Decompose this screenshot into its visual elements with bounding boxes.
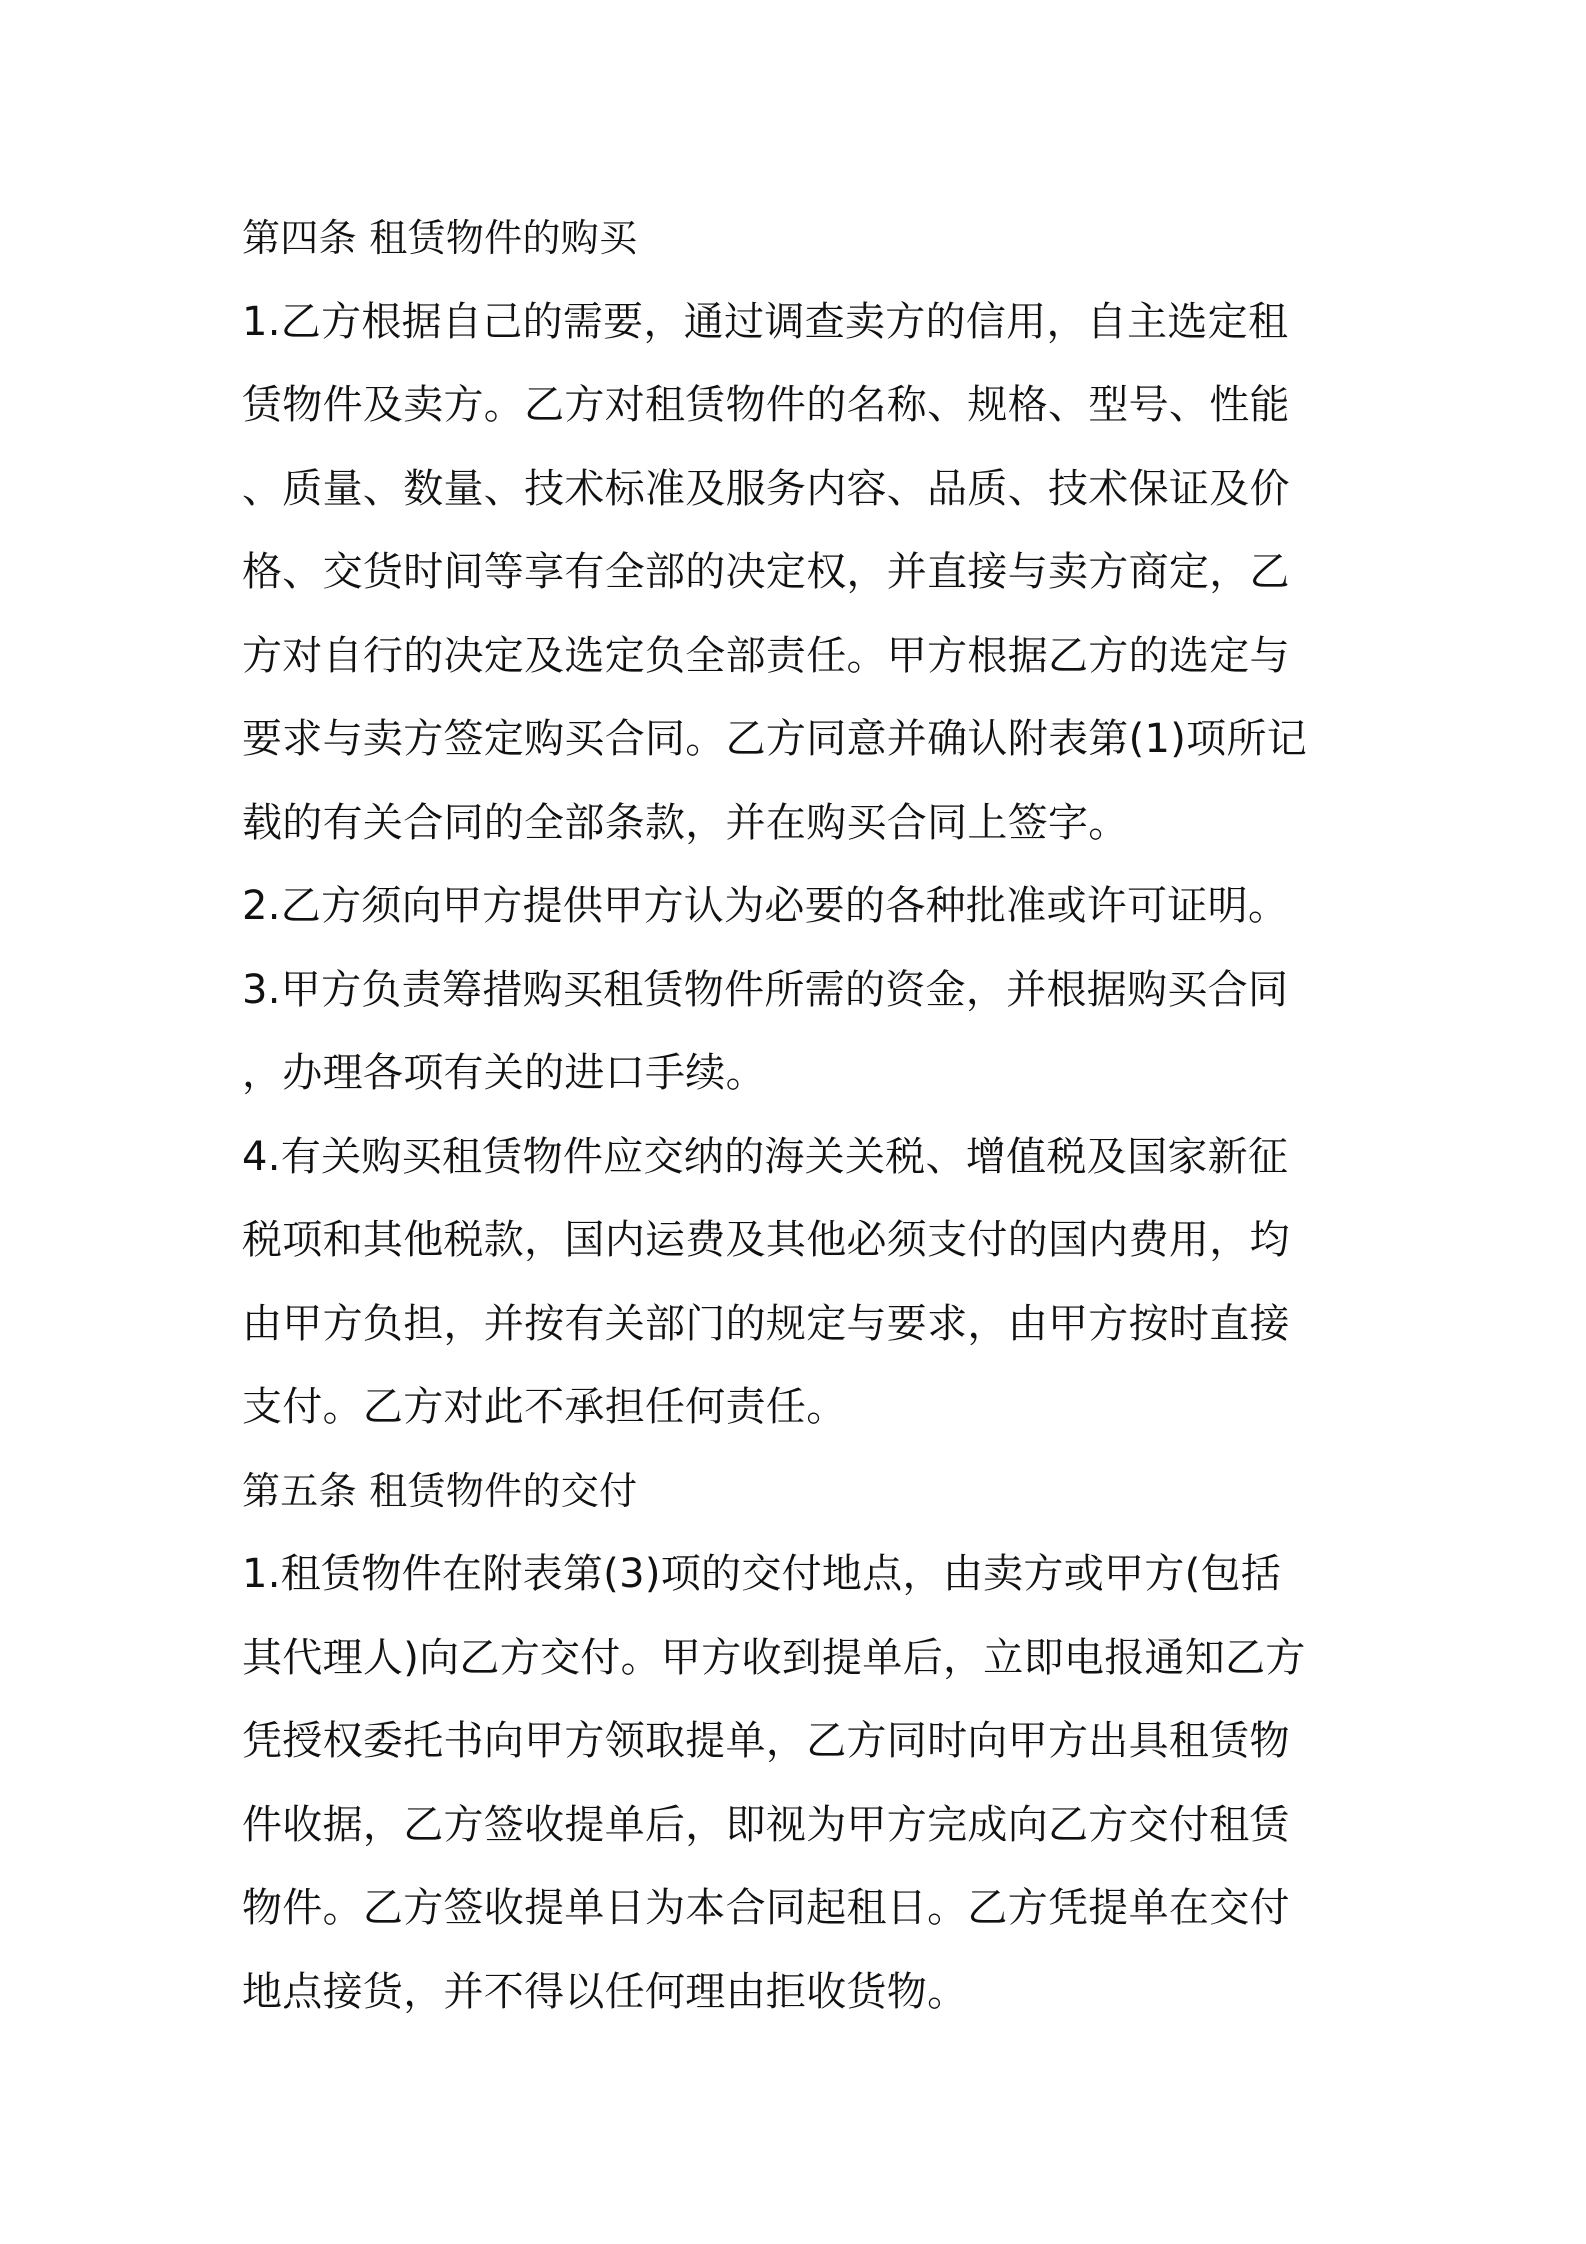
text-line: 由甲方负担，并按有关部门的规定与要求，由甲方按时直接 [242, 1300, 1290, 1347]
text-line: 、质量、数量、技术标准及服务内容、品质、技术保证及价 [242, 465, 1290, 512]
text-line: 地点接货，并不得以任何理由拒收货物。 [242, 1968, 968, 2015]
text-line: 物件。乙方签收提单日为本合同起租日。乙方凭提单在交付 [242, 1885, 1290, 1931]
text-line: 件收据，乙方签收提单后，即视为甲方完成向乙方交付租赁 [242, 1801, 1290, 1848]
text-line: 4.有关购买租赁物件应交纳的海关关税、增值税及国家新征 [242, 1133, 1289, 1180]
text-line: 2.乙方须向甲方提供甲方认为必要的各种批准或许可证明。 [242, 883, 1289, 929]
text-line: 1.租赁物件在附表第(3)项的交付地点，由卖方或甲方(包括 [242, 1551, 1282, 1597]
article-4-heading: 第四条 租赁物件的购买 [242, 216, 638, 260]
text-line: ，办理各项有关的进口手续。 [242, 1050, 766, 1096]
text-line: 支付。乙方对此不承担任何责任。 [242, 1384, 847, 1430]
text-line: 税项和其他税款，国内运费及其他必须支付的国内费用，均 [242, 1217, 1290, 1263]
article-5-heading: 第五条 租赁物件的交付 [242, 1468, 638, 1513]
contract-text [242, 197, 1352, 2034]
text-line: 载的有关合同的全部条款，并在购买合同上签字。 [242, 799, 1129, 846]
text-line: 1.乙方根据自己的需要，通过调查卖方的信用，自主选定租 [242, 298, 1289, 345]
text-line: 凭授权委托书向甲方领取提单，乙方同时向甲方出具租赁物 [242, 1718, 1290, 1764]
text-line: 3.甲方负责筹措购买租赁物件所需的资金，并根据购买合同 [242, 966, 1289, 1013]
text-line: 赁物件及卖方。乙方对租赁物件的名称、规格、型号、性能 [242, 382, 1290, 428]
text-line: 格、交货时间等享有全部的决定权，并直接与卖方商定，乙 [242, 549, 1290, 595]
text-line: 要求与卖方签定购买合同。乙方同意并确认附表第(1)项所记 [242, 716, 1308, 762]
text-line: 方对自行的决定及选定负全部责任。甲方根据乙方的选定与 [242, 632, 1290, 679]
text-line: 其代理人)向乙方交付。甲方收到提单后，立即电报通知乙方 [242, 1634, 1306, 1681]
